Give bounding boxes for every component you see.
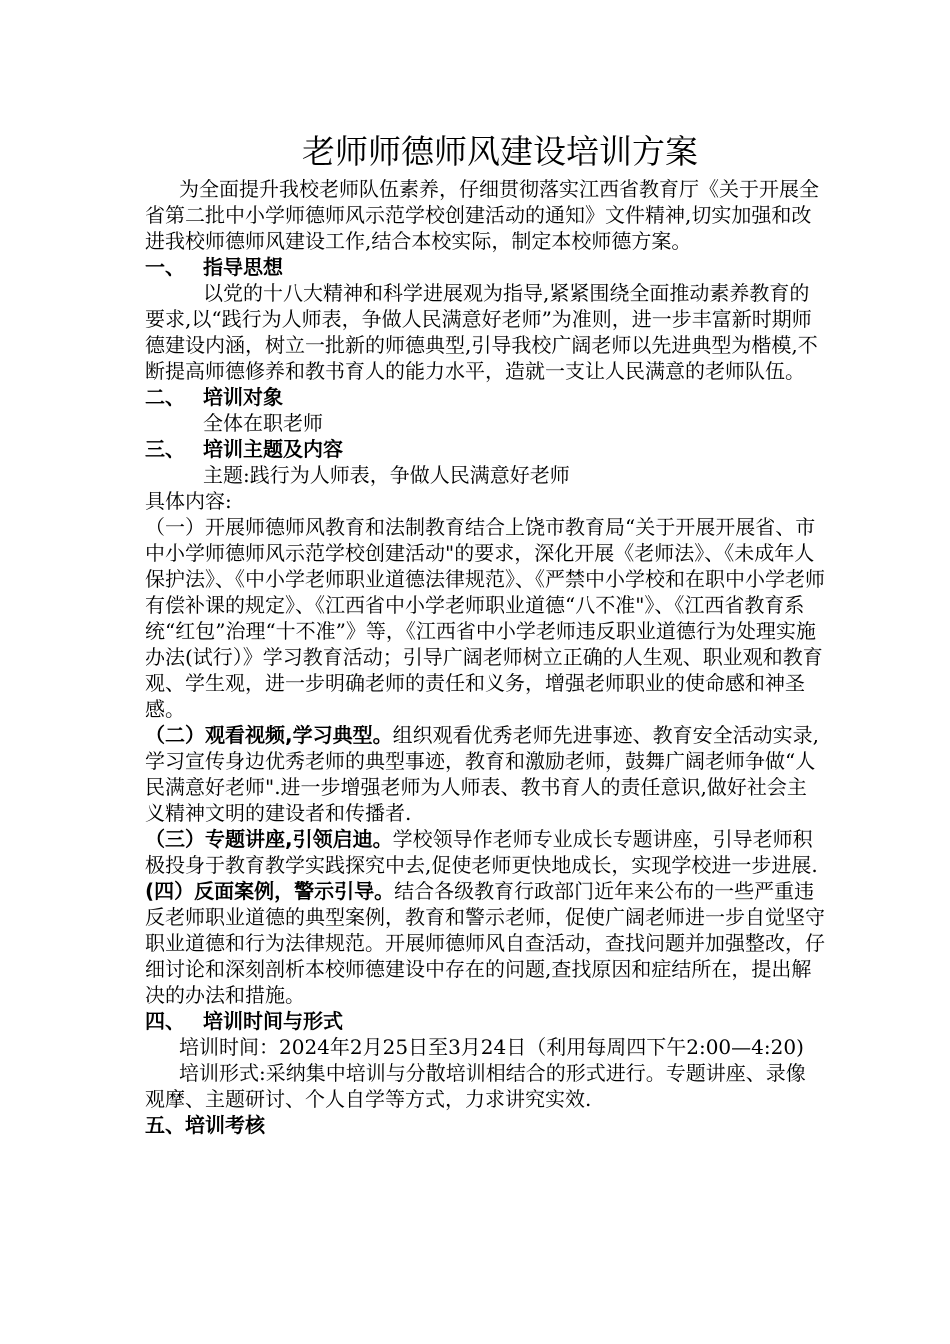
- section-heading-2: [145, 384, 825, 410]
- document-title: 老师师德师风建设培训方案: [302, 132, 698, 171]
- section-title: 指导思想: [203, 255, 283, 279]
- training-form-paragraph: 培训形式:采纳集中培训与分散培训相结合的形式进行。专题讲座、录像观摩、主题研讨、个人自学等方式，力求讲究实效.: [145, 1061, 806, 1111]
- item-lead: （二）观看视频,学习典型。: [145, 723, 393, 747]
- document-body: [145, 176, 825, 1138]
- section-title: 培训时间与形式: [203, 1009, 343, 1033]
- content-item-3: [145, 826, 825, 878]
- section-number: 三、: [145, 437, 185, 461]
- theme-paragraph: 主题:践行为人师表，争做人民满意好老师: [203, 463, 570, 487]
- guiding-ideology-paragraph: 以党的十八大精神和科学进展观为指导,紧紧围绕全面推动素养教育的要求,以“践行为人师表，争做人民满意好老师”为准则，进一步丰富新时期师德建设内涵，树立一批新的师德典型,引导我校广阔老师以先进典型为楷模,不断提高师德修养和教书育人的能力水平，造就一支让人民满意的老师队伍。: [145, 281, 818, 383]
- item-text: 学校领导作老师专业成长专题讲座，引导老师积极投身于教育教学实践探究中去,促使老师更快地成长，实现学校进一步进展.: [145, 827, 818, 877]
- section-title: 培训对象: [203, 385, 283, 409]
- section-heading-3: [145, 436, 825, 462]
- intro-paragraph: 为全面提升我校老师队伍素养，仔细贯彻落实江西省教育厅《关于开展全省第二批中小学师德师风示范学校创建活动的通知》文件精神,切实加强和改进我校师德师风建设工作,结合本校实际，制定本校师德方案。: [145, 177, 819, 253]
- item-text: 结合各级教育行政部门近年来公布的一些严重违反老师职业道德的典型案例，教育和警示老师，促使广阔老师进一步自觉坚守职业道德和行为法律规范。开展师德师风自查活动，查找问题并加强整改，仔细讨论和深刻剖析本校师德建设中存在的问题,查找原因和症结所在，提出解决的办法和措施。: [145, 879, 825, 1007]
- section-number: 五、: [145, 1113, 185, 1137]
- content-item-1: （一）开展师德师风教育和法制教育结合上饶市教育局“关于开展开展省、市中小学师德师风示范学校创建活动"的要求，深化开展《老师法》、《未成年人保护法》、《中小学老师职业道德法律规范》、《严禁中小学校和在职中小学老师有偿补课的规定》、《江西省中小学老师职业道德“八不准"》、《江西省教育系统“红包”治理“十不准”》等，《江西省中小学老师违反职业道德行为处理实施办法(试行）》学习教育活动；引导广阔老师树立正确的人生观、职业观和教育观、学生观，进一步明确老师的责任和义务，增强老师职业的使命感和神圣感。: [145, 515, 825, 721]
- content-item-2: [145, 722, 825, 826]
- item-text: 组织观看优秀老师先进事迹、教育安全活动实录,学习宣传身边优秀老师的典型事迹，教育和激励老师，鼓舞广阔老师争做“人民满意好老师".进一步增强老师为人师表、教书育人的责任意识,做好社会主义精神文明的建设者和传播者.: [145, 723, 819, 825]
- training-time-paragraph: 培训时间：2024年2月25日至3月24日（利用每周四下午2:00—4:20): [179, 1035, 804, 1059]
- section-heading-4: [145, 1008, 825, 1034]
- item-lead: （三）专题讲座,引领启迪。: [145, 827, 393, 851]
- section-number: 一、: [145, 255, 185, 279]
- content-label: 具体内容:: [145, 489, 232, 513]
- content-item-4: [145, 878, 825, 1008]
- item-lead: (四）反面案例，警示引导。: [145, 879, 395, 903]
- section-title: 培训主题及内容: [203, 437, 343, 461]
- section-number: 四、: [145, 1009, 185, 1033]
- section-heading-1: [145, 254, 825, 280]
- section-heading-5: [145, 1112, 825, 1138]
- section-number: 二、: [145, 385, 185, 409]
- training-target-paragraph: 全体在职老师: [203, 411, 323, 435]
- section-title: 培训考核: [185, 1113, 265, 1137]
